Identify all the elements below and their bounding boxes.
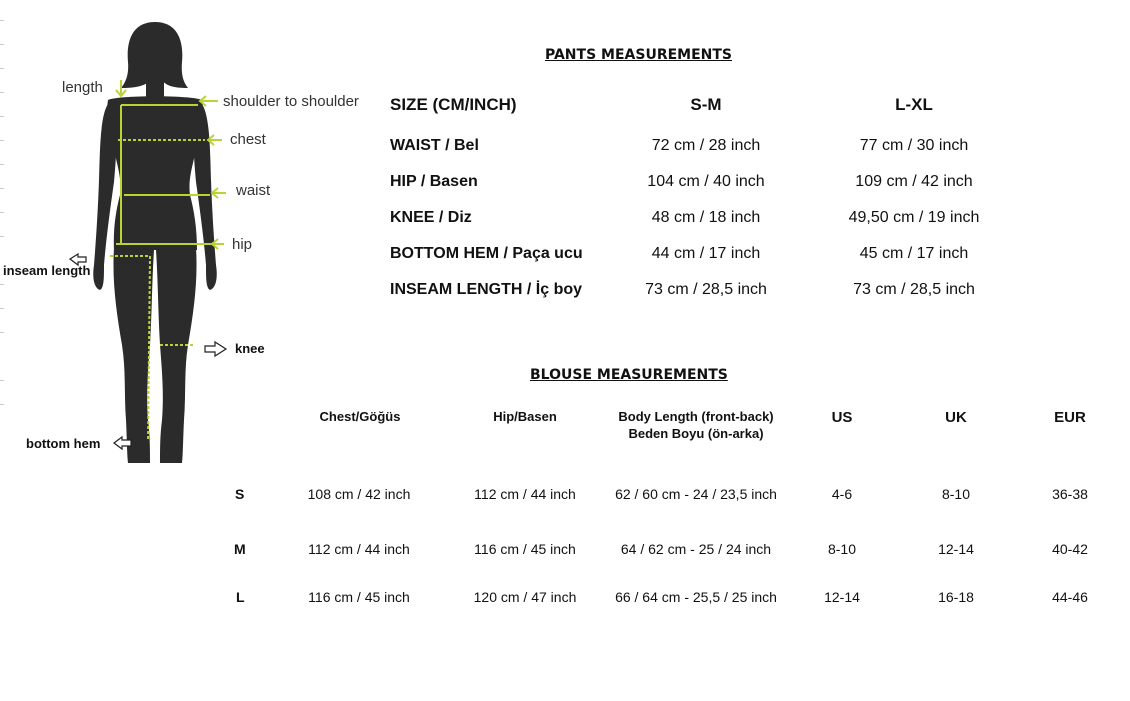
blouse-cell-eur: 40-42 xyxy=(1052,541,1088,557)
blouse-col-eur: EUR xyxy=(1054,409,1086,426)
figure-label-inseam: inseam length xyxy=(3,263,91,278)
blouse-col-length-en: Body Length (front-back) xyxy=(618,409,774,424)
pants-row-label: BOTTOM HEM / Paça ucu xyxy=(390,245,583,262)
pants-cell-sm: 44 cm / 17 inch xyxy=(651,245,761,262)
pants-title: PANTS MEASUREMENTS xyxy=(545,47,733,63)
blouse-cell-uk: 8-10 xyxy=(941,486,971,502)
pants-cell-lxl: 45 cm / 17 inch xyxy=(859,245,969,262)
pants-cell-lxl: 77 cm / 30 inch xyxy=(859,137,969,154)
blouse-cell-eur: 44-46 xyxy=(1052,589,1088,605)
blouse-col-length-tr: Beden Boyu (ön-arka) xyxy=(628,426,764,441)
blouse-cell-length: 64 / 62 cm - 25 / 24 inch xyxy=(620,541,772,557)
pants-row-label: WAIST / Bel xyxy=(390,137,479,154)
blouse-cell-chest: 108 cm / 42 inch xyxy=(307,486,411,502)
blouse-cell-length: 66 / 64 cm - 25,5 / 25 inch xyxy=(615,589,777,605)
pants-col-lxl: L-XL xyxy=(895,95,933,114)
figure-label-knee: knee xyxy=(235,341,265,356)
blouse-col-uk: UK xyxy=(945,409,967,426)
blouse-size-label: L xyxy=(236,589,245,605)
pants-size-header: SIZE (CM/INCH) xyxy=(390,95,517,114)
figure-label-shoulder: shoulder to shoulder xyxy=(223,93,359,110)
pants-row-label: HIP / Basen xyxy=(390,173,478,190)
figure-label-bottom-hem: bottom hem xyxy=(26,436,101,451)
blouse-cell-us: 8-10 xyxy=(827,541,857,557)
pants-cell-lxl: 109 cm / 42 inch xyxy=(855,173,973,190)
blouse-cell-length: 62 / 60 cm - 24 / 23,5 inch xyxy=(615,486,777,502)
blouse-cell-hip: 112 cm / 44 inch xyxy=(474,486,576,502)
blouse-cell-chest: 112 cm / 44 inch xyxy=(308,541,410,557)
pants-row-label: KNEE / Diz xyxy=(390,209,472,226)
blouse-cell-uk: 16-18 xyxy=(938,589,974,605)
pants-row-label: INSEAM LENGTH / İç boy xyxy=(390,281,583,298)
silhouette-illustration xyxy=(0,0,380,470)
blouse-cell-eur: 36-38 xyxy=(1052,486,1088,502)
figure-label-length: length xyxy=(62,79,103,96)
pants-cell-sm: 48 cm / 18 inch xyxy=(651,209,761,226)
blouse-size-label: M xyxy=(234,541,246,557)
figure-label-waist: waist xyxy=(236,182,271,199)
figure-label-chest: chest xyxy=(230,131,266,148)
blouse-cell-us: 12-14 xyxy=(824,589,860,605)
blouse-col-us: US xyxy=(831,409,853,426)
pants-cell-lxl: 73 cm / 28,5 inch xyxy=(853,281,975,298)
blouse-cell-chest: 116 cm / 45 inch xyxy=(308,589,410,605)
pants-cell-lxl: 49,50 cm / 19 inch xyxy=(848,209,980,226)
woman-silhouette xyxy=(93,22,217,463)
blouse-col-chest: Chest/Göğüs xyxy=(319,409,401,424)
blouse-title: BLOUSE MEASUREMENTS xyxy=(530,367,728,383)
pants-cell-sm: 104 cm / 40 inch xyxy=(647,173,765,190)
pants-cell-sm: 72 cm / 28 inch xyxy=(651,137,761,154)
pants-cell-sm: 73 cm / 28,5 inch xyxy=(645,281,767,298)
pants-col-sm: S-M xyxy=(690,95,722,114)
blouse-cell-uk: 12-14 xyxy=(938,541,974,557)
body-measurement-figure xyxy=(0,0,380,470)
blouse-cell-hip: 116 cm / 45 inch xyxy=(474,541,576,557)
blouse-col-hip: Hip/Basen xyxy=(493,409,557,424)
blouse-size-label: S xyxy=(235,486,245,502)
figure-label-hip: hip xyxy=(232,236,253,253)
blouse-cell-hip: 120 cm / 47 inch xyxy=(473,589,577,605)
blouse-cell-us: 4-6 xyxy=(831,486,853,502)
